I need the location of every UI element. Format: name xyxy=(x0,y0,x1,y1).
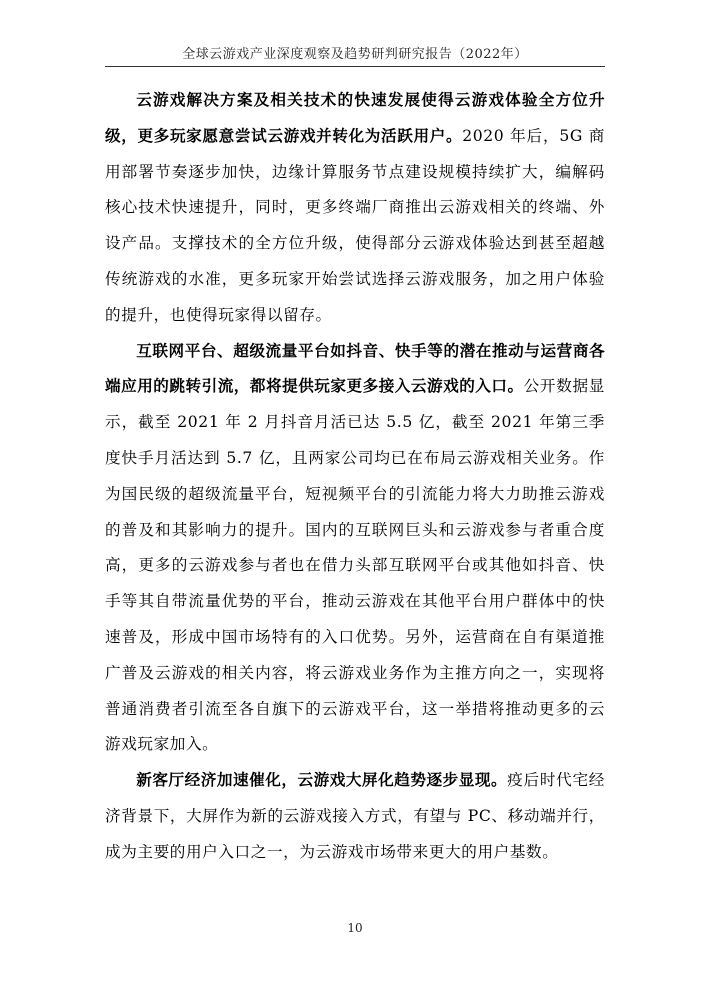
body-text xyxy=(105,83,605,871)
paragraph-1 xyxy=(105,83,605,334)
page-number: 10 xyxy=(347,921,363,935)
paragraph-1-lead: 云游戏解决方案及相关技术的快速发展使得云游戏体验全方位升级，更多玩家愿意尝试云游戏并转化为活跃用户。 xyxy=(105,91,605,145)
paragraph-1-text: 2020 年后，5G 商用部署节奏逐步加快，边缘计算服务节点建设规模持续扩大，编解码核心技术快速提升，同时，更多终端厂商推出云游戏相关的终端、外设产品。支撑技术的全方位升级，使得部分云游戏体验达到甚至超越传统游戏的水准，更多玩家开始尝试选择云游戏服务，加之用户体验的提升，也使得玩家得以留存。 xyxy=(105,126,605,324)
paragraph-3-text: 疫后时代宅经济背景下，大屏作为新的云游戏接入方式，有望与 PC、移动端并行，成为主要的用户入口之一，为云游戏市场带来更大的用户基数。 xyxy=(105,771,605,861)
paragraph-3-lead: 新客厅经济加速催化，云游戏大屏化趋势逐步显现。 xyxy=(136,771,508,790)
header-divider xyxy=(105,66,605,67)
paragraph-2 xyxy=(105,334,605,764)
paragraph-2-lead: 互联网平台、超级流量平台如抖音、快手等的潜在推动与运营商各端应用的跳转引流，都将提供玩家更多接入云游戏的入口。 xyxy=(105,341,605,396)
paragraph-2-text: 公开数据显示，截至 2021 年 2 月抖音月活已达 5.5 亿，截至 2021 年第三季度快手月活达到 5.7 亿，且两家公司均已在布局云游戏相关业务。作为国民级的超级流量平台，短视频平台的引流能力将大力助推云游戏的普及和其影响力的提升。国内的互联网巨头和云游戏参与者重合度高，更多的云游戏参与者也在借力头部互联网平台或其他如抖音、快手等其自带流量优势的平台，推动云游戏在其他平台用户群体中的快速普及，形成中国市场特有的入口优势。另外，运营商在自有渠道推广普及云游戏的相关内容，将云游戏业务作为主推方向之一，实现将普通消费者引流至各自旗下的云游戏平台，这一举措将推动更多的云游戏玩家加入。 xyxy=(105,377,605,754)
paragraph-3 xyxy=(105,763,605,870)
running-header: 全球云游戏产业深度观察及趋势研判研究报告（2022年） xyxy=(182,47,528,62)
